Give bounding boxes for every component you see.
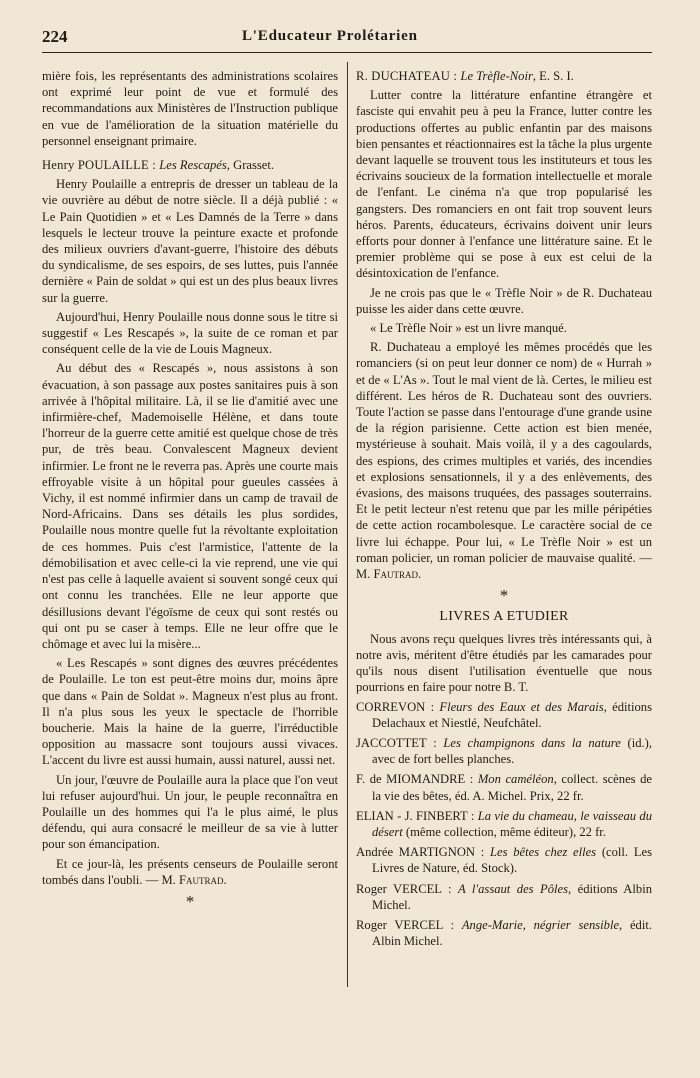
book-entry bbox=[356, 917, 652, 949]
book-title: Les bêtes chez elles bbox=[490, 845, 597, 860]
paragraph: « Le Trèfle Noir » est un livre manqué. bbox=[370, 321, 567, 336]
running-title: L'Educateur Prolétarien bbox=[242, 28, 418, 44]
review-author: Henry POULAILLE : bbox=[42, 158, 160, 173]
book-details: , édit. Albin Michel. bbox=[372, 917, 652, 949]
paragraph: Lutter contre la littérature enfantine étrangère et fasciste qui envahit peu à peu la France, lutter contre les productions offertes au public enfantin par des maisons bien pensantes et réactionnaires est la tâche la plus urgente devant laquelle se trouvent tous les instituteurs et tous les écrivains soucieux de la formation intellectuelle et morale de l'enfant. Le cinéma n'a que trop popularisé les gangsters. Des romanciers en ont fait trop souvent leurs héros. Parents, éducateurs, écrivains doivent unir leurs efforts pour donner à l'enfance une littérature saine. Et le premier problème qui se pose à eux est celui de la désintoxication de l'enfance. bbox=[356, 88, 652, 281]
signature: M. Fautrad. bbox=[161, 872, 227, 887]
review-author: R. DUCHATEAU : bbox=[356, 69, 461, 83]
column-divider bbox=[347, 62, 348, 987]
book-entry bbox=[356, 881, 652, 913]
paragraph: mière fois, les représentants des administrations scolaires ont exprimé leur point de vue et formulé des recommandations aux Ministères de l'Instruction publique en vue de l'amélioration de la situation matérielle du personnel enseignant primaire. bbox=[42, 69, 338, 148]
book-details: , collect. scènes de la vie des bêtes, éd. A. Michel. Prix, 22 fr. bbox=[372, 772, 652, 803]
paragraph: Henry Poulaille a entrepris de dresser un tableau de la vie ouvrière au début de notre siècle. Il a déjà publié : « Le Pain Quotidien » et « Les Damnés de la Terre » dans lesquels le lecteur trouve la peinture exacte et profonde des milieux ouvriers d'avant-guerre, l'histoire des débuts du syndicalisme, de ses espoirs, de ses luttes, puis l'année dernière « Pain de soldat » qui est un des plus beaux livres sur la guerre. bbox=[42, 177, 338, 305]
book-details: , éditions Albin Michel. bbox=[372, 881, 652, 912]
book-details: , éditions Delachaux et Niestlé, Neufchâtel. bbox=[372, 699, 652, 730]
book-author: JACCOTTET : bbox=[356, 735, 444, 750]
book-title: Ange-Marie, négrier sensible bbox=[461, 917, 620, 932]
book-entry bbox=[356, 844, 652, 876]
paragraph: « Les Rescapés » sont dignes des œuvres précédentes de Poulaille. Le ton est peut-être moins dur, moins âpre que dans « Pain de Soldat ». Magneux n'est plus au front. Il n'a plus sous les yeux le spectacle de l'horrible boucherie. Mais la haine de la guerre, l'irréductible opposition au massacre sont toujours aussi vivaces. L'accent du livre est aussi humain, aussi naturel, aussi net. bbox=[42, 656, 338, 768]
review-publisher: , E. S. I. bbox=[532, 69, 574, 83]
book-details: (coll. Les Livres de Nature, éd. Stock). bbox=[372, 845, 652, 876]
book-author: Andrée MARTIGNON : bbox=[356, 845, 491, 860]
book-entry bbox=[356, 735, 652, 767]
book-details: (id.), avec de fort belles planches. bbox=[372, 735, 652, 767]
book-author: Roger VERCEL : bbox=[356, 917, 462, 932]
separator-star: * bbox=[185, 891, 195, 911]
review-heading bbox=[356, 68, 652, 84]
paragraph: Aujourd'hui, Henry Poulaille nous donne sous le titre si suggestif « Les Rescapés », la suite de ce roman et par conséquent celle de la vie de Louis Magneux. bbox=[42, 309, 338, 357]
paragraph: Un jour, l'œuvre de Poulaille aura la place que l'on veut lui refuser aujourd'hui. Un jour, le peuple reconnaîtra en Poulaille un des hommes qui l'a le plus aimé, le plus défendu, qui aura consacré le meilleur de sa vie à lutter pour son émancipation. bbox=[42, 772, 338, 852]
paragraph: Au début des « Rescapés », nous assistons à son évacuation, à son passage aux postes sanitaires puis à son arrivée à l'hôpital militaire. Là, il se lie d'amitié avec une infirmière-chef, Mademoiselle Hélène, et dans toute l'horreur de la guerre cette amitié est quelque chose de très pur, de très beau. Convalescent Magneux devient infirmier. Le front ne le reverra pas. Après une courte mais effroyable visite à un hôpital pour gueules cassées à Vichy, il est nommé infirmier dans un camp de travail de Nord-Africains. Dans ses détails les plus sordides, Poulaille nous montre quelle fut la révoltante exploitation de ces hommes. Puis c'est l'armistice, l'attente de la démobilisation et avec celle-ci la vie reprend, une vie qui n'est pas celle à laquelle avaient si souvent songé ceux qui ont connu les tranchées. Elle ne leur apporte que désillusions devant l'égoïsme de ceux qui sont restés ou qui ont pu se caser à temps. Elle ne leur offre que le chômage et avec lui la misère... bbox=[42, 361, 338, 651]
signature: M. Fautrad. bbox=[356, 567, 422, 582]
left-column bbox=[42, 68, 338, 912]
book-author: F. de MIOMANDRE : bbox=[356, 772, 478, 787]
paragraph: Nous avons reçu quelques livres très intéressants qui, à notre avis, méritent d'être étudiés par les camarades pour qu'ils nous disent l'utilisation éventuelle que nous pourrions en faire pour notre B. T. bbox=[356, 631, 652, 695]
review-title: Le Trèfle-Noir bbox=[460, 69, 533, 83]
section-title: LIVRES A ETUDIER bbox=[439, 608, 569, 624]
book-details: (même collection, même éditeur), 22 fr. bbox=[402, 824, 606, 839]
paragraph bbox=[356, 339, 652, 582]
book-title: A l'assaut des Pôles bbox=[457, 881, 569, 896]
separator-star: * bbox=[499, 586, 509, 606]
review-title: Les Rescapés bbox=[159, 158, 227, 173]
book-author: CORREVON : bbox=[356, 699, 440, 714]
book-title: La vie du chameau, le vaisseau du désert bbox=[372, 808, 652, 839]
page-header bbox=[42, 26, 652, 53]
right-column bbox=[356, 68, 652, 953]
book-title: Mon caméléon bbox=[477, 772, 554, 787]
review-heading bbox=[42, 157, 338, 173]
book-entry bbox=[356, 808, 652, 840]
paragraph-text: Et ce jour-là, les présents censeurs de Poulaille seront tombés dans l'oubli. — bbox=[42, 856, 338, 887]
paragraph: Je ne crois pas que le « Trèfle Noir » de R. Duchateau puisse les aider dans cette œuvre. bbox=[356, 285, 652, 316]
review-publisher: , Grasset. bbox=[226, 158, 275, 173]
book-title: Fleurs des Eaux et des Marais bbox=[439, 699, 604, 714]
book-title: Les champignons dans la nature bbox=[443, 735, 621, 750]
book-entry bbox=[356, 771, 652, 803]
book-entry bbox=[356, 699, 652, 731]
paragraph bbox=[42, 856, 338, 888]
book-author: Roger VERCEL : bbox=[356, 881, 458, 896]
book-author: ELIAN - J. FINBERT : bbox=[356, 808, 478, 823]
page-number: 224 bbox=[42, 27, 68, 46]
paragraph-text: R. Duchateau a employé les mêmes procédés que les romanciers (si on peut leur donner ce nom) de « Hurrah » et de « L'As ». Tout le mal vient de là. Certes, le milieu est différent. Les héros de R. Duchateau sont des ouvriers. Toute l'action se passe dans l'entourage d'une grande usine de la région parisienne. Cette action est bien menée, mystérieuse à souhait. Mais voilà, il y a des cagoulards, des espions, des crimes multiples et variés, des incendies et explosions sensationnels, il y a des enlèvements, des évasions, des maisons truquées, des passages souterrains. Et le petit lecteur n'est retenu que par les mille péripéties de cette action rocambolesque. Le caractère social de ce livre lui échappe. Pour lui, « Le Trèfle Noir » est un roman policier, un roman policier de mauvaise qualité. — bbox=[356, 340, 652, 565]
